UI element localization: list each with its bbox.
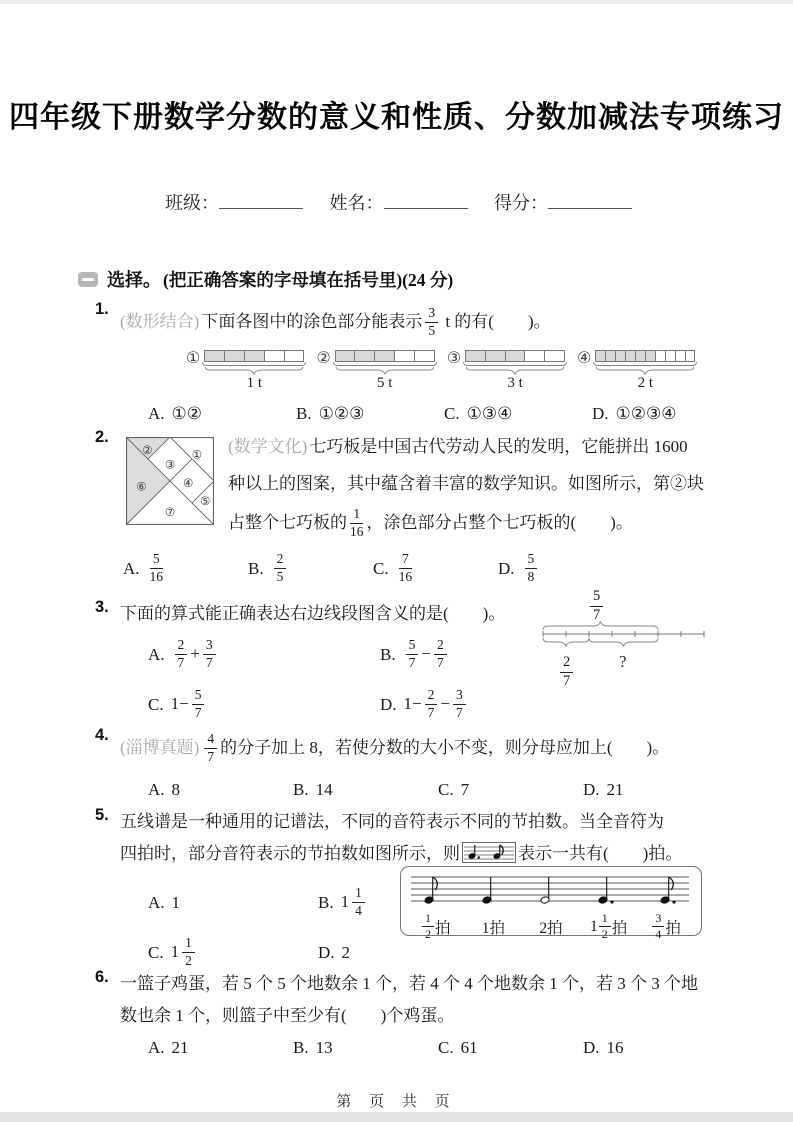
option-letter: C.: [373, 559, 389, 578]
fraction-bar: [316, 350, 434, 392]
fraction: $\frac{2}{5}$: [274, 552, 287, 584]
answer-option: [123, 546, 248, 592]
option-value: 1− $\frac{5}{7}$: [171, 689, 208, 721]
option-letter: B.: [296, 404, 312, 423]
empty-cell: [395, 351, 415, 361]
question-text-expr: $\frac{4}{7}$ 的分子加上 8，若使分数的大小不变，则分母应加上( )。: [201, 726, 669, 770]
option-letter: C.: [148, 695, 164, 714]
shaded-cell: [596, 351, 606, 361]
shaded-cell: [245, 351, 265, 361]
scan-edge: [0, 1112, 793, 1122]
options-row: [148, 780, 765, 800]
answer-option: [296, 404, 444, 424]
option-value: $\frac{2}{7}$ + $\frac{3}{7}$: [172, 639, 219, 671]
option-letter: D.: [583, 1038, 600, 1057]
question-text: 下面的算式能正确表达右边线段图含义的是( )。: [120, 604, 506, 623]
question-number: 3.: [95, 598, 109, 616]
answer-option: [498, 546, 623, 592]
page-footer: 第 页 共 页: [336, 1094, 457, 1110]
text-line: 七巧板是中国古代劳动人民的发明，它能拼出 1600: [309, 437, 688, 456]
empty-cell: [525, 351, 545, 361]
shaded-cell: [486, 351, 506, 361]
empty-cell: [686, 351, 695, 361]
fraction: $\frac{5}{7}$: [406, 638, 419, 670]
option-value: [147, 550, 167, 585]
bar-caption: 3 t: [507, 375, 523, 391]
option-letter: B.: [248, 559, 264, 578]
options-row: [123, 546, 765, 592]
fraction: $\frac{3}{7}$: [203, 638, 216, 670]
minus-icon: [78, 272, 98, 287]
option-letter: A.: [148, 780, 165, 799]
fraction: $\frac{4}{7}$: [204, 732, 217, 764]
answer-option: [293, 780, 438, 800]
question-text: [120, 726, 765, 770]
option-letter: B.: [293, 1038, 309, 1057]
question-4: [95, 726, 765, 800]
option-value: 21: [606, 780, 624, 799]
fraction-bar: [186, 350, 304, 392]
fraction: $\frac{3}{7}$: [453, 688, 466, 720]
shaded-cell: [375, 351, 395, 361]
segment-diagram: [535, 590, 760, 715]
tangram-figure: [126, 437, 214, 530]
bar-number-label: ④: [577, 348, 592, 367]
option-letter: B.: [380, 645, 396, 664]
name-field: [330, 193, 474, 213]
empty-cell: [676, 351, 686, 361]
tangram-piece-number: ①: [191, 447, 203, 462]
shaded-cell: [616, 351, 626, 361]
question-tag: (数形结合): [120, 312, 200, 331]
empty-cell: [265, 351, 285, 361]
fraction: $\frac{1}{4}$: [352, 886, 365, 918]
question-text: [120, 300, 765, 344]
class-blank-line: [219, 188, 303, 209]
option-value: 14: [315, 780, 333, 799]
note-beat-labels: [407, 913, 695, 942]
empty-cell: [666, 351, 676, 361]
note-flag: [433, 877, 438, 890]
option-value: 7: [460, 780, 470, 799]
empty-cell: [545, 351, 564, 361]
bar-caption: 5 t: [376, 375, 393, 391]
option-value: 2: [341, 943, 351, 962]
option-value: 1 $\frac{1}{2}$: [171, 937, 198, 969]
bar-caption: 1 t: [246, 375, 263, 391]
beat-label: 1拍: [481, 920, 506, 938]
answer-option: [444, 404, 592, 424]
shaded-cell: [646, 351, 656, 361]
question-2-options: [95, 546, 765, 592]
tangram-piece-number: ⑥: [136, 479, 147, 494]
shaded-cell: [355, 351, 375, 361]
fraction: $\frac{1}{16}$: [350, 506, 364, 539]
text-before-figure: 四拍时，部分音符表示的节拍数如图所示，则: [120, 844, 460, 863]
score-field: [494, 193, 638, 213]
fraction: $\frac{5}{8}$: [525, 552, 538, 584]
answer-option: [583, 1038, 728, 1058]
shaded-cell: [506, 351, 526, 361]
question-3: [95, 588, 765, 730]
option-value: ①②③④: [615, 404, 677, 423]
fraction: $\frac{2}{7}$: [434, 638, 447, 670]
section-subtitle: (把正确答案的字母填在括号里)(24 分): [163, 270, 454, 290]
option-value: 8: [171, 780, 181, 799]
option-letter: C.: [438, 1038, 454, 1057]
answer-option: [248, 546, 373, 592]
bar-number-label: ②: [316, 348, 331, 367]
bar-number-label: ①: [186, 348, 201, 367]
score-blank-line: [548, 188, 632, 209]
question-number: 2.: [95, 428, 109, 446]
option-letter: B.: [293, 780, 309, 799]
question-5: [95, 806, 765, 978]
segment-question-label: ?: [619, 652, 627, 671]
answer-option: [148, 780, 293, 800]
fraction-bar-diagrams: [186, 350, 765, 392]
segmented-bar: [465, 350, 565, 362]
shaded-cell: [205, 351, 225, 361]
option-value: [522, 550, 541, 585]
option-value: 61: [460, 1038, 478, 1057]
segmented-bar: [595, 350, 695, 362]
segmented-bar: [335, 350, 435, 362]
option-letter: D.: [318, 943, 335, 962]
option-letter: A.: [148, 893, 165, 912]
question-number: 1.: [95, 300, 109, 318]
option-value: [271, 550, 290, 585]
option-letter: A.: [123, 559, 140, 578]
tangram-piece-number: ⑦: [164, 504, 176, 519]
option-letter: A.: [148, 1038, 165, 1057]
answer-option: [293, 1038, 438, 1058]
option-letter: D.: [592, 404, 609, 423]
option-letter: C.: [444, 404, 460, 423]
beat-label: 1 $\frac{1}{2}$ 拍: [589, 911, 628, 941]
score-label: 得分：: [494, 193, 548, 213]
option-letter: D.: [583, 780, 600, 799]
question-1: [95, 300, 765, 424]
empty-cell: [285, 351, 304, 361]
option-letter: C.: [438, 780, 454, 799]
question-6: [95, 968, 765, 1058]
option-value: 16: [606, 1038, 624, 1057]
music-staff-figure: [400, 866, 702, 941]
option-value: ①③④: [466, 404, 513, 423]
option-value: ①②: [171, 404, 203, 423]
answer-option: [438, 1038, 583, 1058]
question-tag: (淄博真题): [120, 738, 200, 757]
fraction-bar: [447, 350, 565, 392]
note-dot: [672, 900, 675, 903]
shaded-cell: [636, 351, 646, 361]
fraction: $\frac{2}{7}$: [560, 655, 573, 689]
fraction: $\frac{7}{16}$: [398, 550, 413, 584]
question-text-line-1: 一篮子鸡蛋，若 5 个 5 个地数余 1 个，若 4 个 4 个地数余 1 个，若 3 个 3 个地: [120, 974, 698, 993]
question-number: 5.: [95, 806, 109, 824]
option-value: 21: [171, 1038, 189, 1057]
answer-option: [148, 1038, 293, 1058]
options-row: [148, 1038, 765, 1058]
empty-cell: [656, 351, 666, 361]
option-value: [396, 550, 416, 585]
answer-option: [148, 630, 380, 680]
page-title: 四年级下册数学分数的意义和性质、分数加减法专项练习: [9, 101, 784, 134]
class-label: 班级：: [165, 193, 219, 213]
fraction-bar: [577, 350, 695, 392]
question-tag: (数学文化): [228, 437, 308, 456]
fraction: $\frac{3}{4}$: [652, 912, 664, 941]
section-header: [78, 266, 453, 292]
shaded-cell: [606, 351, 616, 361]
option-value: 1 $\frac{1}{4}$: [341, 887, 368, 919]
fraction: $\frac{5}{7}$: [590, 589, 603, 623]
answer-option: [148, 404, 296, 424]
text-after-figure: 表示一共有( )拍。: [518, 844, 683, 863]
option-letter: D.: [380, 695, 397, 714]
bar-number-label: ③: [446, 348, 462, 367]
shaded-cell: [626, 351, 636, 361]
note-flag: [669, 877, 674, 890]
beat-label: $\frac{1}{2}$ 拍: [407, 913, 465, 942]
fraction: $\frac{1}{2}$: [422, 912, 434, 941]
bar-caption: 2 t: [637, 375, 654, 391]
option-letter: B.: [318, 893, 334, 912]
fraction: $\frac{1}{2}$: [599, 912, 611, 941]
text-line: 占整个七巧板的 $\frac{1}{16}$ ，涂色部分占整个七巧板的( )。: [228, 506, 633, 539]
student-info-row: [165, 188, 654, 215]
options-row: [148, 404, 765, 424]
segment-bottom-label-1: [557, 656, 576, 690]
option-letter: D.: [498, 559, 515, 578]
name-blank-line: [384, 188, 468, 209]
fraction: $\frac{3}{5}$: [425, 306, 438, 338]
fraction: $\frac{2}{7}$: [175, 638, 188, 670]
answer-option: [148, 680, 380, 730]
answer-option: [438, 780, 583, 800]
segmented-bar: [204, 350, 304, 362]
fraction: $\frac{5}{16}$: [149, 550, 164, 584]
name-label: 姓名：: [329, 193, 384, 213]
shaded-cell: [466, 351, 486, 361]
shaded-cell: [336, 351, 356, 361]
question-text-line-2: 数也余 1 个，则篮子中至少有( )个鸡蛋。: [120, 1006, 455, 1025]
question-text: [228, 428, 765, 544]
option-value: $\frac{5}{7}$ − $\frac{2}{7}$: [403, 639, 450, 671]
option-letter: A.: [148, 645, 165, 664]
note-dot: [478, 856, 480, 858]
scan-edge: [0, 0, 793, 4]
beat-label: 2拍: [539, 920, 563, 938]
option-value: 13: [315, 1038, 333, 1057]
fraction: $\frac{2}{7}$: [425, 688, 438, 720]
question-number: 4.: [95, 726, 109, 744]
tangram-piece-number: ④: [182, 476, 194, 491]
text-line: 种以上的图案，其中蕴含着丰富的数学知识。如图所示，第②块: [228, 474, 704, 493]
question-text-expr: 下面各图中的涂色部分能表示 $\frac{3}{5}$ t 的有( )。: [201, 305, 551, 338]
option-value: 1: [171, 893, 181, 912]
answer-option: [583, 780, 728, 800]
option-letter: A.: [148, 404, 165, 423]
answer-option: [592, 404, 740, 424]
tangram-piece-number: ③: [164, 457, 176, 472]
option-letter: C.: [148, 943, 164, 962]
note-dot: [610, 900, 613, 903]
answer-option: [148, 878, 318, 928]
section-title: 选择。: [107, 270, 161, 290]
empty-cell: [415, 351, 434, 361]
fraction: $\frac{5}{7}$: [192, 688, 205, 720]
tangram-piece-number: ⑤: [200, 493, 211, 508]
option-value: 1− $\frac{2}{7}$ − $\frac{3}{7}$: [404, 689, 469, 721]
tangram-piece-number: ②: [142, 443, 153, 458]
fraction: $\frac{1}{2}$: [182, 936, 195, 968]
question-number: 6.: [95, 968, 109, 986]
answer-option: [373, 546, 498, 592]
class-field: [165, 193, 309, 213]
option-value: ①②③: [318, 404, 365, 423]
inline-music-notes-figure: [462, 842, 516, 863]
shaded-cell: [225, 351, 245, 361]
question-text-line-1: 五线谱是一种通用的记谱法，不同的音符表示不同的节拍数。当全音符为: [120, 812, 664, 831]
beat-label: $\frac{3}{4}$ 拍: [637, 913, 695, 942]
question-2: [95, 428, 765, 544]
